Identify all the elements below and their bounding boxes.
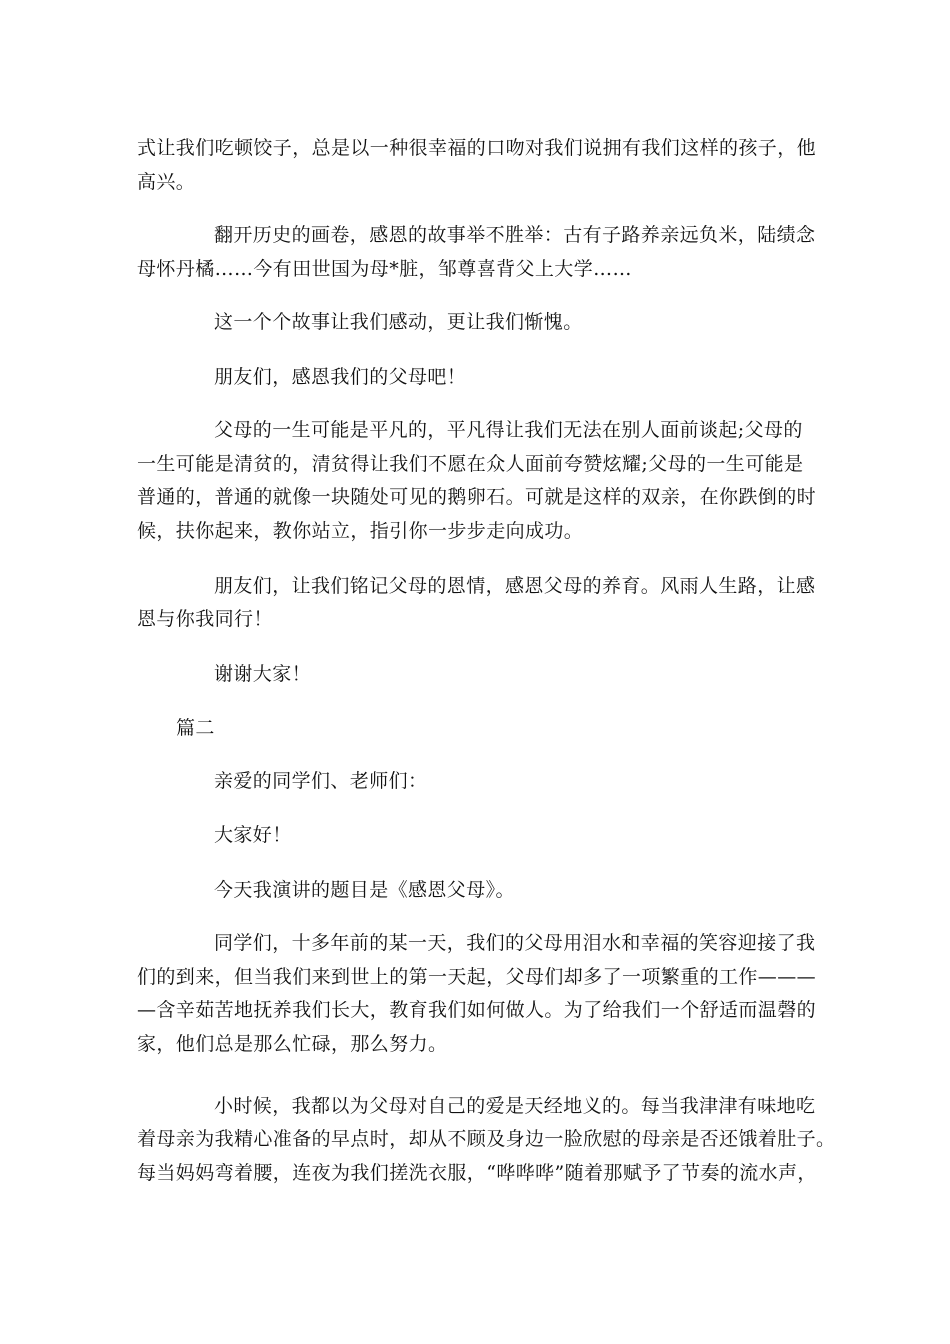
paragraph-line: 同学们，十多年前的某一天，我们的父母用泪水和幸福的笑容迎接了我 — [214, 932, 816, 954]
paragraph-line: 着母亲为我精心准备的早点时，却从不顾及身边一脸欣慰的母亲是否还饿着肚子。 — [137, 1128, 836, 1150]
paragraph-line: 们的到来，但当我们来到世上的第一天起，父母们却多了一项繁重的工作——— — [137, 966, 817, 988]
paragraph-line: 父母的一生可能是平凡的，平凡得让我们无法在别人面前谈起;父母的 — [214, 419, 803, 441]
paragraph-line: 式让我们吃顿饺子，总是以一种很幸福的口吻对我们说拥有我们这样的孩子，他 — [137, 137, 817, 159]
paragraph-line: 家，他们总是那么忙碌，那么努力。 — [137, 1033, 448, 1055]
paragraph-line: 小时候，我都以为父母对自己的爱是天经地义的。每当我津津有味地吃 — [214, 1095, 816, 1117]
paragraph-line: 普通的，普通的就像一块随处可见的鹅卵石。可就是这样的双亲，在你跌倒的时 — [137, 486, 817, 508]
paragraph-line: 每当妈妈弯着腰，连夜为我们搓洗衣服，“哗哗哗”随着那赋予了节奏的流水声， — [137, 1162, 817, 1184]
paragraph-line: 恩与你我同行！ — [137, 608, 273, 630]
paragraph-line: 母怀丹橘……今有田世国为母*脏，邹尊喜背父上大学…… — [137, 258, 632, 280]
paragraph-line: 候，扶你起来，教你站立，指引你一步步走向成功。 — [137, 520, 584, 542]
paragraph-line: 朋友们，让我们铭记父母的恩情，感恩父母的养育。风雨人生路，让感 — [214, 575, 816, 597]
section-title: 篇二 — [176, 717, 215, 739]
paragraph-line: 朋友们，感恩我们的父母吧！ — [214, 366, 467, 388]
paragraph-line: 高兴。 — [137, 171, 196, 193]
paragraph-line: —含辛茹苦地抚养我们长大，教育我们如何做人。为了给我们一个舒适而温磬的 — [137, 999, 817, 1021]
paragraph-line: 这一个个故事让我们感动，更让我们惭愧。 — [214, 311, 583, 333]
paragraph-line: 大家好！ — [214, 824, 292, 846]
paragraph-line: 今天我演讲的题目是《感恩父母》。 — [214, 879, 515, 901]
paragraph-line: 一生可能是清贫的，清贫得让我们不愿在众人面前夸赞炫耀;父母的一生可能是 — [137, 453, 804, 475]
paragraph-line: 亲爱的同学们、老师们： — [214, 770, 428, 792]
paragraph-line: 翻开历史的画卷，感恩的故事举不胜举：古有子路养亲远负米，陆绩念 — [214, 224, 816, 246]
paragraph-line: 谢谢大家！ — [214, 663, 312, 685]
